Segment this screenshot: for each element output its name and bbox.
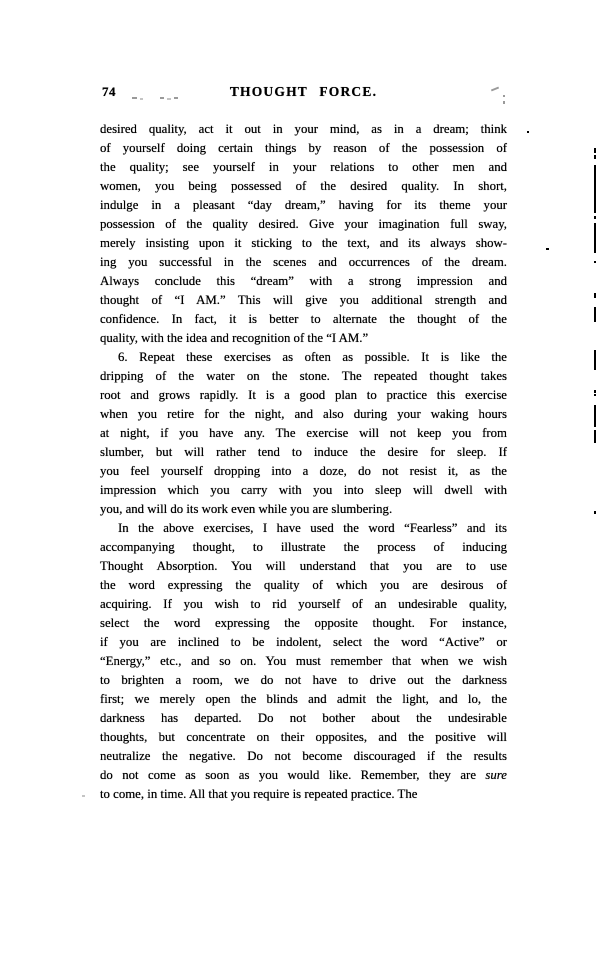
text-line: desired quality, act it out in your mind, as in a dream; think xyxy=(100,122,507,136)
text-line: the word expressing the quality of which you are desirous of xyxy=(100,578,507,592)
text-line: at night, if you have any. The exercise will not keep you from xyxy=(100,426,507,440)
text-line: dripping of the water on the stone. The repeated thought takes xyxy=(100,369,507,383)
scan-line-artifact xyxy=(594,165,596,213)
text-line: the quality; see yourself in your relations to other men and xyxy=(100,160,507,174)
scan-speck-artifact xyxy=(503,101,505,104)
scan-line-artifact xyxy=(594,511,596,514)
text-line: Always conclude this “dream” with a strong impression and xyxy=(100,274,507,288)
scan-speck-artifact xyxy=(174,97,178,99)
scan-speck-artifact xyxy=(167,98,171,100)
scan-line-artifact xyxy=(594,148,596,153)
text-line: “Energy,” etc., and so on. You must remember that when we wish xyxy=(100,654,507,668)
scan-line-artifact xyxy=(594,430,596,443)
text-line: you feel yourself dropping into a doze, do not resist it, as the xyxy=(100,464,507,478)
running-header-title: THOUGHT FORCE. xyxy=(229,84,378,99)
scan-speck-artifact xyxy=(527,131,529,133)
scan-line-artifact xyxy=(594,307,596,322)
text-line: when you retire for the night, and also during your waking hours xyxy=(100,407,507,421)
text-line: ing you successful in the scenes and occurrences of the dream. xyxy=(100,255,507,269)
text-line: do not come as soon as you would like. Remember, they are sure xyxy=(100,768,507,782)
scan-line-artifact xyxy=(594,223,596,253)
text-line: select the word expressing the opposite thought. For instance, xyxy=(100,616,507,630)
text-line: thought of “I AM.” This will give you additional strength and xyxy=(100,293,507,307)
scan-line-artifact xyxy=(594,155,596,159)
scan-line-artifact xyxy=(594,293,596,298)
text-line: neutralize the negative. Do not become discouraged if the results xyxy=(100,749,507,763)
text-line: to brighten a room, we do not have to drive out the darkness xyxy=(100,673,507,687)
text-line: you, and will do its work even while you are slumbering. xyxy=(100,502,393,516)
scan-speck-artifact xyxy=(132,97,137,99)
text-line: thoughts, but concentrate on their opposites, and the positive will xyxy=(100,730,507,744)
text-line: darkness has departed. Do not bother about the undesirable xyxy=(100,711,507,725)
text-line: if you are inclined to be indolent, select the word “Active” or xyxy=(100,635,507,649)
page-text-body xyxy=(100,120,507,804)
scan-line-artifact xyxy=(594,350,596,370)
text-line: of yourself doing certain things by reason of the possession of xyxy=(100,141,507,155)
scan-speck-artifact xyxy=(82,795,85,797)
scan-speck-artifact xyxy=(160,97,164,99)
text-line: to come, in time. All that you require is repeated practice. The xyxy=(100,787,418,801)
scan-speck-artifact xyxy=(546,248,549,250)
scan-speck-artifact xyxy=(140,98,143,100)
scan-line-artifact xyxy=(594,390,596,393)
page-number: 74 xyxy=(102,84,116,99)
text-line: impression which you carry with you into sleep will dwell with xyxy=(100,483,507,497)
text-line: In the above exercises, I have used the word “Fearless” and its xyxy=(118,521,507,535)
text-line: root and grows rapidly. It is a good plan to practice this exercise xyxy=(100,388,507,402)
text-line: accompanying thought, to illustrate the process of inducing xyxy=(100,540,507,554)
scan-line-artifact xyxy=(594,394,596,396)
text-line: acquiring. If you wish to rid yourself of an undesirable quality, xyxy=(100,597,507,611)
scan-line-artifact xyxy=(594,405,596,427)
text-line: 6. Repeat these exercises as often as possible. It is like the xyxy=(118,350,507,364)
running-header xyxy=(100,84,507,102)
text-line: Thought Absorption. You will understand that you are to use xyxy=(100,559,507,573)
text-line: slumber, but will rather tend to induce the desire for sleep. If xyxy=(100,445,507,459)
text-line: quality, with the idea and recognition of the “I AM.” xyxy=(100,331,369,345)
text-line: possession of the quality desired. Give your imagination full sway, xyxy=(100,217,507,231)
text-line: first; we merely open the blinds and admit the light, and lo, the xyxy=(100,692,507,706)
text-line: merely insisting upon it sticking to the text, and its always show- xyxy=(100,236,507,250)
text-line: women, you being possessed of the desired quality. In short, xyxy=(100,179,507,193)
scan-speck-artifact xyxy=(503,95,505,97)
scan-line-artifact xyxy=(594,216,596,219)
text-line: confidence. In fact, it is better to alternate the thought of the xyxy=(100,312,507,326)
scan-line-artifact xyxy=(594,261,596,263)
text-line: indulge in a pleasant “day dream,” having for its theme your xyxy=(100,198,507,212)
